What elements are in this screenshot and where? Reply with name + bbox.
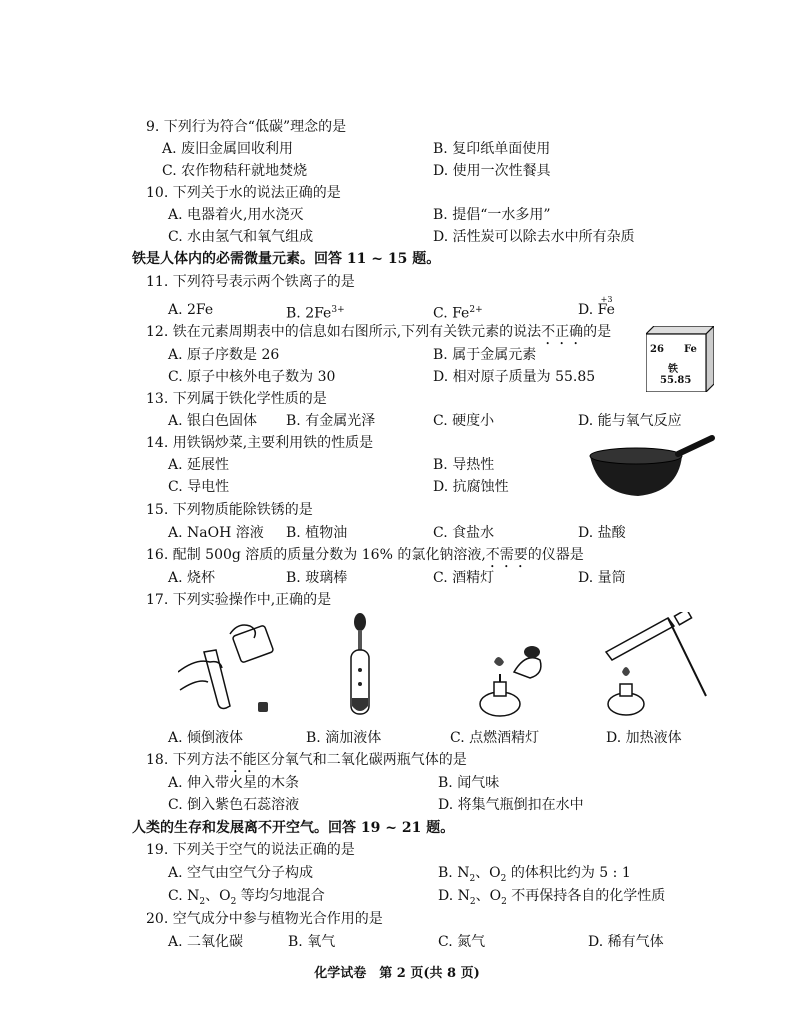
q12-option-a: A. 原子序数是 26 bbox=[168, 347, 280, 363]
q14-option-c: C. 导电性 bbox=[168, 479, 230, 495]
question-20-stem: 20. 空气成分中参与植物光合作用的是 bbox=[146, 911, 383, 927]
q9-option-d: D. 使用一次性餐具 bbox=[433, 163, 551, 179]
fe-mass: 55.85 bbox=[660, 375, 692, 386]
q9-option-a: A. 废旧金属回收利用 bbox=[162, 141, 294, 157]
question-12-stem: 12. 铁在元素周期表中的信息如右图所示,下列有关铁元素的说法不正确的是 bbox=[146, 324, 612, 340]
question-13-stem: 13. 下列属于铁化学性质的是 bbox=[146, 391, 327, 407]
q13-option-d: D. 能与氧气反应 bbox=[578, 413, 682, 429]
question-15-stem: 15. 下列物质能除铁锈的是 bbox=[146, 502, 313, 518]
page-footer: 化学试卷 第 2 页(共 8 页) bbox=[314, 966, 480, 981]
q12-option-b: B. 属于金属元素 bbox=[433, 347, 537, 363]
question-11-stem: 11. 下列符号表示两个铁离子的是 bbox=[146, 274, 355, 290]
wok-illustration bbox=[586, 434, 716, 504]
q17-option-c: C. 点燃酒精灯 bbox=[450, 730, 540, 746]
section-intro-air: 人类的生存和发展离不开空气。回答 19 ~ 21 题。 bbox=[132, 820, 455, 836]
fig-heating-liquid bbox=[598, 612, 708, 724]
q15-option-b: B. 植物油 bbox=[286, 525, 348, 541]
question-17-stem: 17. 下列实验操作中,正确的是 bbox=[146, 592, 332, 608]
q14-option-b: B. 导热性 bbox=[433, 457, 495, 473]
fig-lighting-alcohol-lamp bbox=[470, 612, 550, 724]
q20-option-d: D. 稀有气体 bbox=[588, 934, 664, 950]
q12-option-c: C. 原子中核外电子数为 30 bbox=[168, 369, 336, 385]
fe-name: 铁 bbox=[668, 364, 678, 375]
question-18-stem: 18. 下列方法不能区分氧气和二氧化碳两瓶气体的是 bbox=[146, 752, 467, 768]
q11-option-a: A. 2Fe bbox=[168, 302, 214, 318]
q11-option-c: C. $Fe^{2+}$ bbox=[433, 305, 483, 322]
fig-dropping-liquid bbox=[340, 612, 380, 724]
q13-option-a: A. 银白色固体 bbox=[168, 413, 258, 429]
question-19-stem: 19. 下列关于空气的说法正确的是 bbox=[146, 842, 355, 858]
q19-option-b: B. $N_2$、$O_2$ 的体积比约为 5 : 1 bbox=[438, 865, 631, 884]
q9-option-c: C. 农作物秸秆就地焚烧 bbox=[162, 163, 308, 179]
q10-option-b: B. 提倡“一水多用” bbox=[433, 207, 551, 223]
q10-option-c: C. 水由氢气和氧气组成 bbox=[168, 229, 314, 245]
q11-option-d: D. +3 Fe bbox=[578, 295, 615, 318]
q18-option-a: A. 伸入带火星的木条 bbox=[168, 775, 300, 791]
fe-atomic-number: 26 bbox=[650, 344, 664, 355]
q18-option-b: B. 闻气味 bbox=[438, 775, 500, 791]
q20-option-b: B. 氧气 bbox=[288, 934, 336, 950]
q18-option-c: C. 倒入紫色石蕊溶液 bbox=[168, 797, 300, 813]
q17-option-a: A. 倾倒液体 bbox=[168, 730, 244, 746]
q15-option-c: C. 食盐水 bbox=[433, 525, 495, 541]
q19-option-c: C. $N_2$、$O_2$ 等均匀地混合 bbox=[168, 888, 325, 907]
q12-option-d: D. 相对原子质量为 55.85 bbox=[433, 369, 596, 385]
section-intro-iron: 铁是人体内的必需微量元素。回答 11 ~ 15 题。 bbox=[132, 251, 441, 267]
q15-option-a: A. NaOH 溶液 bbox=[168, 525, 264, 541]
iron-periodic-card bbox=[646, 326, 714, 392]
fig-pouring-liquid bbox=[178, 612, 288, 724]
q16-option-d: D. 量筒 bbox=[578, 570, 626, 586]
q20-option-a: A. 二氧化碳 bbox=[168, 934, 244, 950]
q16-option-c: C. 酒精灯 bbox=[433, 570, 495, 586]
q17-option-b: B. 滴加液体 bbox=[306, 730, 382, 746]
q11-option-b: B. $2Fe^{3+}$ bbox=[286, 305, 345, 322]
q14-option-d: D. 抗腐蚀性 bbox=[433, 479, 509, 495]
q20-option-c: C. 氮气 bbox=[438, 934, 486, 950]
q10-option-a: A. 电器着火,用水浇灭 bbox=[168, 207, 304, 223]
question-16-stem: 16. 配制 500g 溶质的质量分数为 16% 的氯化钠溶液,不需要的仪器是 bbox=[146, 547, 584, 563]
q18-option-d: D. 将集气瓶倒扣在水中 bbox=[438, 797, 584, 813]
q16-option-b: B. 玻璃棒 bbox=[286, 570, 348, 586]
q10-option-d: D. 活性炭可以除去水中所有杂质 bbox=[433, 229, 635, 245]
question-9-stem: 9. 下列行为符合“低碳”理念的是 bbox=[146, 119, 347, 135]
q13-option-c: C. 硬度小 bbox=[433, 413, 495, 429]
q9-option-b: B. 复印纸单面使用 bbox=[433, 141, 551, 157]
fe-symbol: Fe bbox=[684, 344, 697, 355]
question-10-stem: 10. 下列关于水的说法正确的是 bbox=[146, 185, 341, 201]
q16-option-a: A. 烧杯 bbox=[168, 570, 216, 586]
q19-option-d: D. $N_2$、$O_2$ 不再保持各自的化学性质 bbox=[438, 888, 666, 907]
q17-option-d: D. 加热液体 bbox=[606, 730, 682, 746]
q15-option-d: D. 盐酸 bbox=[578, 525, 626, 541]
q13-option-b: B. 有金属光泽 bbox=[286, 413, 376, 429]
question-14-stem: 14. 用铁锅炒菜,主要利用铁的性质是 bbox=[146, 435, 374, 451]
q14-option-a: A. 延展性 bbox=[168, 457, 230, 473]
q19-option-a: A. 空气由空气分子构成 bbox=[168, 865, 314, 881]
